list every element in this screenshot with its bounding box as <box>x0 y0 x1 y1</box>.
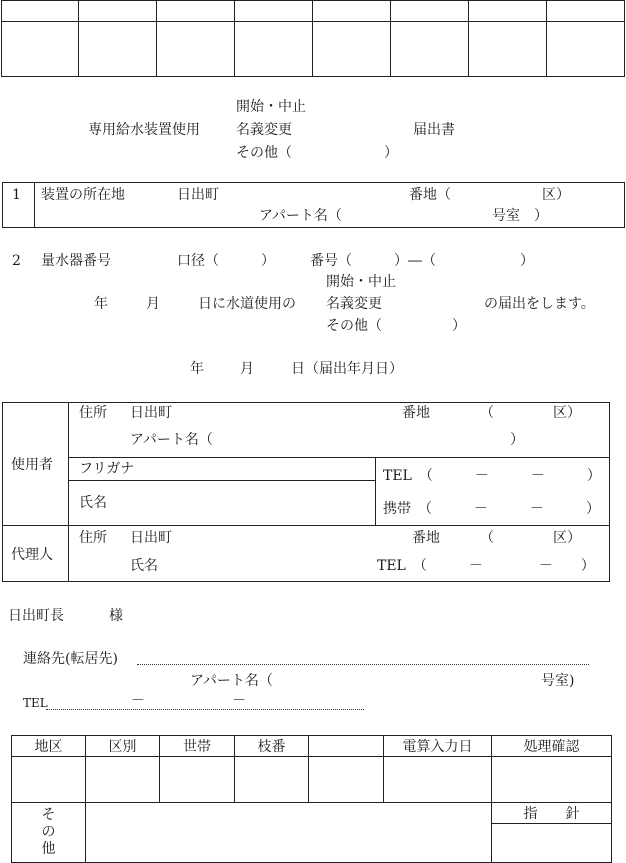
top-grid-cell[interactable] <box>79 22 157 77</box>
filing-year: 年 <box>190 361 204 377</box>
notice-option-start-stop: 開始・中止 <box>326 274 396 290</box>
contact-apartment: アパート名（ <box>190 673 273 689</box>
user-block-right-line <box>609 402 610 582</box>
user-block-left-line <box>2 402 3 582</box>
office-pointer-label: 指 針 <box>492 803 612 824</box>
section1-divider <box>34 182 35 228</box>
agent-town: 日出町 <box>130 530 172 546</box>
user-apartment: アパート名（ <box>130 432 213 448</box>
top-grid-cell[interactable] <box>391 1 469 22</box>
form-title-option-start-stop: 開始・中止 <box>236 99 306 115</box>
form-title-suffix: 届出書 <box>413 122 455 138</box>
section1-apartment: アパート名（ <box>259 208 342 224</box>
agent-paren-open: （ <box>480 530 494 546</box>
user-furigana-label: フリガナ <box>79 461 135 477</box>
top-grid-cell[interactable] <box>469 22 547 77</box>
top-grid-cell[interactable] <box>79 1 157 22</box>
user-tel-divider <box>375 457 376 525</box>
section1-number: 1 <box>12 187 21 203</box>
office-header-household: 世帯 <box>160 736 235 757</box>
office-header-branch-number: 枝番 <box>235 736 309 757</box>
contact-tel-label: TEL <box>23 696 48 710</box>
office-pointer-value[interactable] <box>492 824 612 863</box>
filing-day: 日（届出年月日） <box>291 361 403 377</box>
form-title-option-other: その他（ <box>236 145 292 161</box>
top-grid-cell[interactable] <box>469 1 547 22</box>
user-banchi: 番地 <box>402 405 430 421</box>
agent-tel: TEL （ － － ） <box>377 558 595 574</box>
user-block-top-line <box>2 402 610 403</box>
top-grid-cell[interactable] <box>313 1 391 22</box>
agent-top-line <box>2 525 610 526</box>
user-mobile: 携帯 （ － － ） <box>383 501 600 517</box>
user-label: 使用者 <box>11 457 53 473</box>
office-other-char: 他 <box>41 841 56 857</box>
contact-address-line[interactable] <box>137 664 589 665</box>
top-grid-cell[interactable] <box>2 22 79 77</box>
notice-option-other: その他（ ） <box>326 318 466 334</box>
top-grid-cell[interactable] <box>547 1 625 22</box>
section2-number: 2 <box>12 253 21 269</box>
section1-town: 日出町 <box>177 187 219 203</box>
agent-address-label: 住所 <box>79 530 107 546</box>
user-town: 日出町 <box>130 405 172 421</box>
notice-suffix: の届出をします。 <box>484 296 595 312</box>
agent-name-label: 氏名 <box>130 558 158 574</box>
office-header-blank <box>309 736 384 757</box>
form-title-option-name-change: 名義変更 <box>236 122 292 138</box>
addressee-honorific: 様 <box>109 608 123 624</box>
office-other-char: の <box>41 824 56 840</box>
user-address-label: 住所 <box>79 405 107 421</box>
user-tel: TEL （ － － ） <box>383 468 601 484</box>
form-title-prefix: 専用給水装置使用 <box>88 122 200 138</box>
section2-caliber: 口径（ ） <box>177 253 275 269</box>
user-label-divider <box>68 402 69 582</box>
contact-tel-dash-2: － <box>232 693 246 709</box>
top-grid-cell[interactable] <box>391 22 469 77</box>
notice-option-name-change: 名義変更 <box>326 296 382 312</box>
section2-label: 量水器番号 <box>41 253 111 269</box>
user-paren-open: （ <box>480 405 494 421</box>
section1-ku: 区） <box>542 187 570 203</box>
user-apartment-close: ） <box>510 432 524 448</box>
top-grid-cell[interactable] <box>157 1 235 22</box>
notice-day: 日に水道使用の <box>198 296 296 312</box>
agent-banchi: 番地 <box>412 530 440 546</box>
office-cell[interactable] <box>309 757 384 803</box>
top-grid-cell[interactable] <box>235 22 313 77</box>
contact-tel-line[interactable] <box>46 709 364 710</box>
section1-banchi: 番地（ <box>409 187 451 203</box>
notice-month: 月 <box>146 296 160 312</box>
office-cell[interactable] <box>160 757 235 803</box>
office-other-label-cell <box>12 803 86 863</box>
office-other-content[interactable] <box>86 803 492 863</box>
office-header-category: 区別 <box>86 736 160 757</box>
top-grid-cell[interactable] <box>547 22 625 77</box>
office-header-process-check: 処理確認 <box>492 736 612 757</box>
notice-year: 年 <box>94 296 108 312</box>
user-ku: 区） <box>553 405 581 421</box>
office-cell[interactable] <box>235 757 309 803</box>
office-header-input-date: 電算入力日 <box>384 736 492 757</box>
office-other-char: そ <box>41 807 56 823</box>
top-grid-cell[interactable] <box>157 22 235 77</box>
user-name-label: 氏名 <box>79 495 107 511</box>
contact-room: 号室) <box>541 673 575 689</box>
top-grid-cell[interactable] <box>2 1 79 22</box>
contact-label: 連絡先(転居先) <box>23 651 118 667</box>
office-cell[interactable] <box>492 757 612 803</box>
section2-meter-number: 番号（ ）―（ ） <box>310 253 534 269</box>
furigana-bottom-line <box>68 480 375 481</box>
top-grid-cell[interactable] <box>235 1 313 22</box>
office-cell[interactable] <box>86 757 160 803</box>
top-record-grid <box>1 0 625 77</box>
office-cell[interactable] <box>384 757 492 803</box>
addressee: 日出町長 <box>8 608 64 624</box>
filing-month: 月 <box>240 361 254 377</box>
contact-tel-dash-1: － <box>131 693 145 709</box>
user-address-bottom-line <box>68 457 610 458</box>
agent-ku: 区） <box>553 530 581 546</box>
user-block-bottom-line <box>2 581 610 582</box>
office-header-district: 地区 <box>12 736 86 757</box>
section1-label: 装置の所在地 <box>41 187 125 203</box>
form-title-option-other-close: ） <box>384 145 398 161</box>
section1-room: 号室 ） <box>492 208 548 224</box>
agent-label: 代理人 <box>11 547 53 563</box>
top-grid-cell[interactable] <box>313 22 391 77</box>
office-cell[interactable] <box>12 757 86 803</box>
office-use-table <box>11 735 612 863</box>
